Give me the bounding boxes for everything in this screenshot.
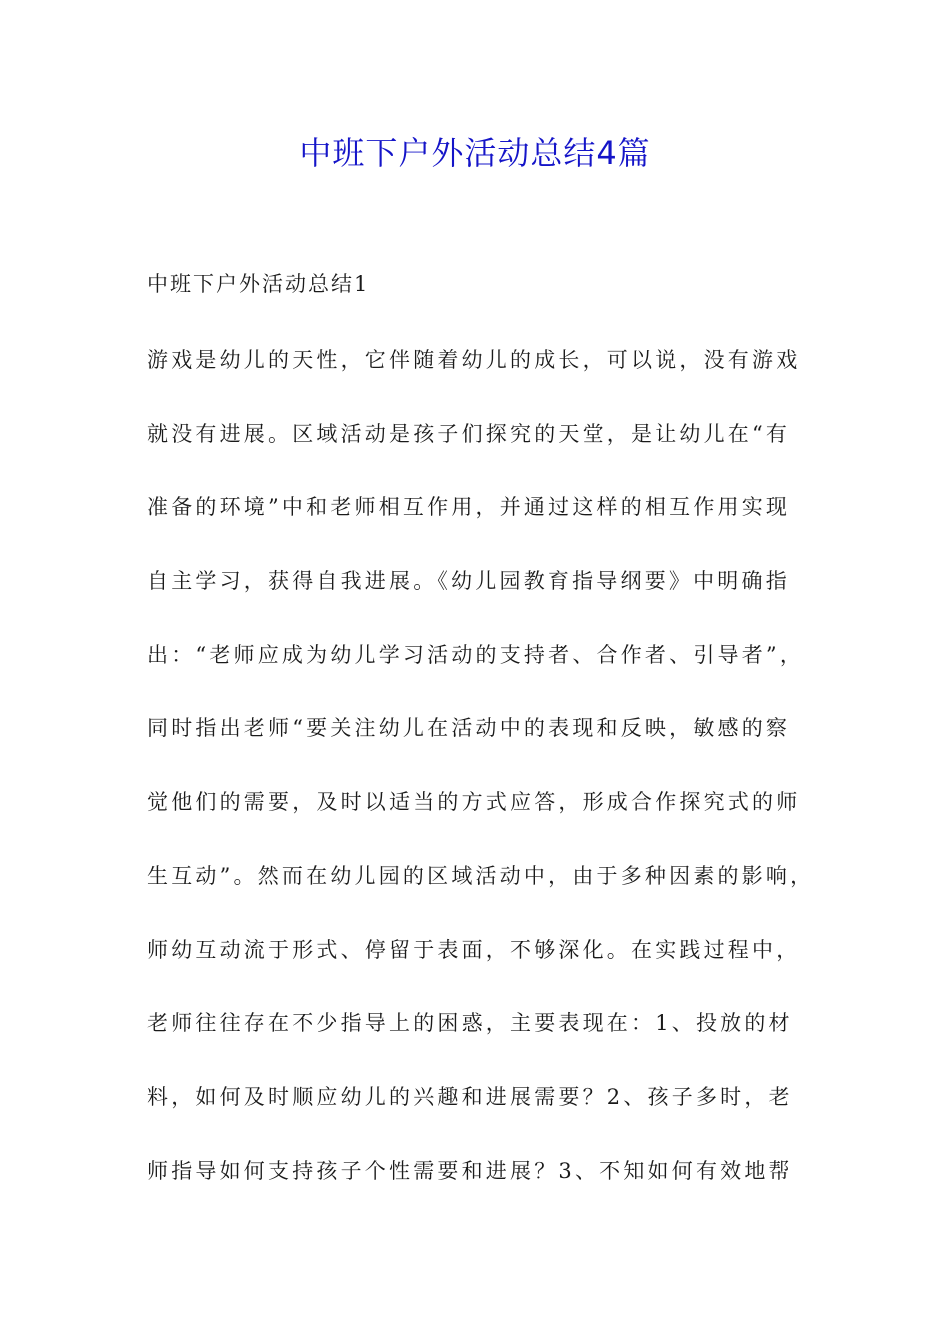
body-line: 同时指出老师“要关注幼儿在活动中的表现和反映，敏感的察 [147,716,791,741]
document-title: 中班下户外活动总结4篇 [299,134,651,172]
body-line: 师幼互动流于形式、停留于表面，不够深化。在实践过程中， [147,937,801,962]
body-line: 自主学习，获得自我进展。《幼儿园教育指导纲要》中明确指 [147,569,790,594]
body-text [147,340,827,1224]
body-line: 料，如何及时顺应幼儿的兴趣和进展需要？2、孩子多时，老 [147,1084,793,1109]
section-heading: 中班下户外活动总结1 [147,272,370,296]
body-line: 老师往往存在不少指导上的困惑，主要表现在：1、投放的材 [147,1011,793,1036]
body-line: 准备的环境”中和老师相互作用，并通过这样的相互作用实现 [147,495,791,520]
body-line: 就没有进展。区域活动是孩子们探究的天堂，是让幼儿在“有 [147,421,791,446]
body-line: 觉他们的需要，及时以适当的方式应答，形成合作探究式的师 [147,790,801,815]
body-line: 师指导如何支持孩子个性需要和进展？3、不知如何有效地帮 [147,1158,793,1183]
body-line: 游戏是幼儿的天性，它伴随着幼儿的成长，可以说，没有游戏 [147,348,801,372]
body-line: 生互动”。然而在幼儿园的区域活动中，由于多种因素的影响， [147,863,815,888]
body-line: 出：“老师应成为幼儿学习活动的支持者、合作者、引导者”， [147,642,805,667]
